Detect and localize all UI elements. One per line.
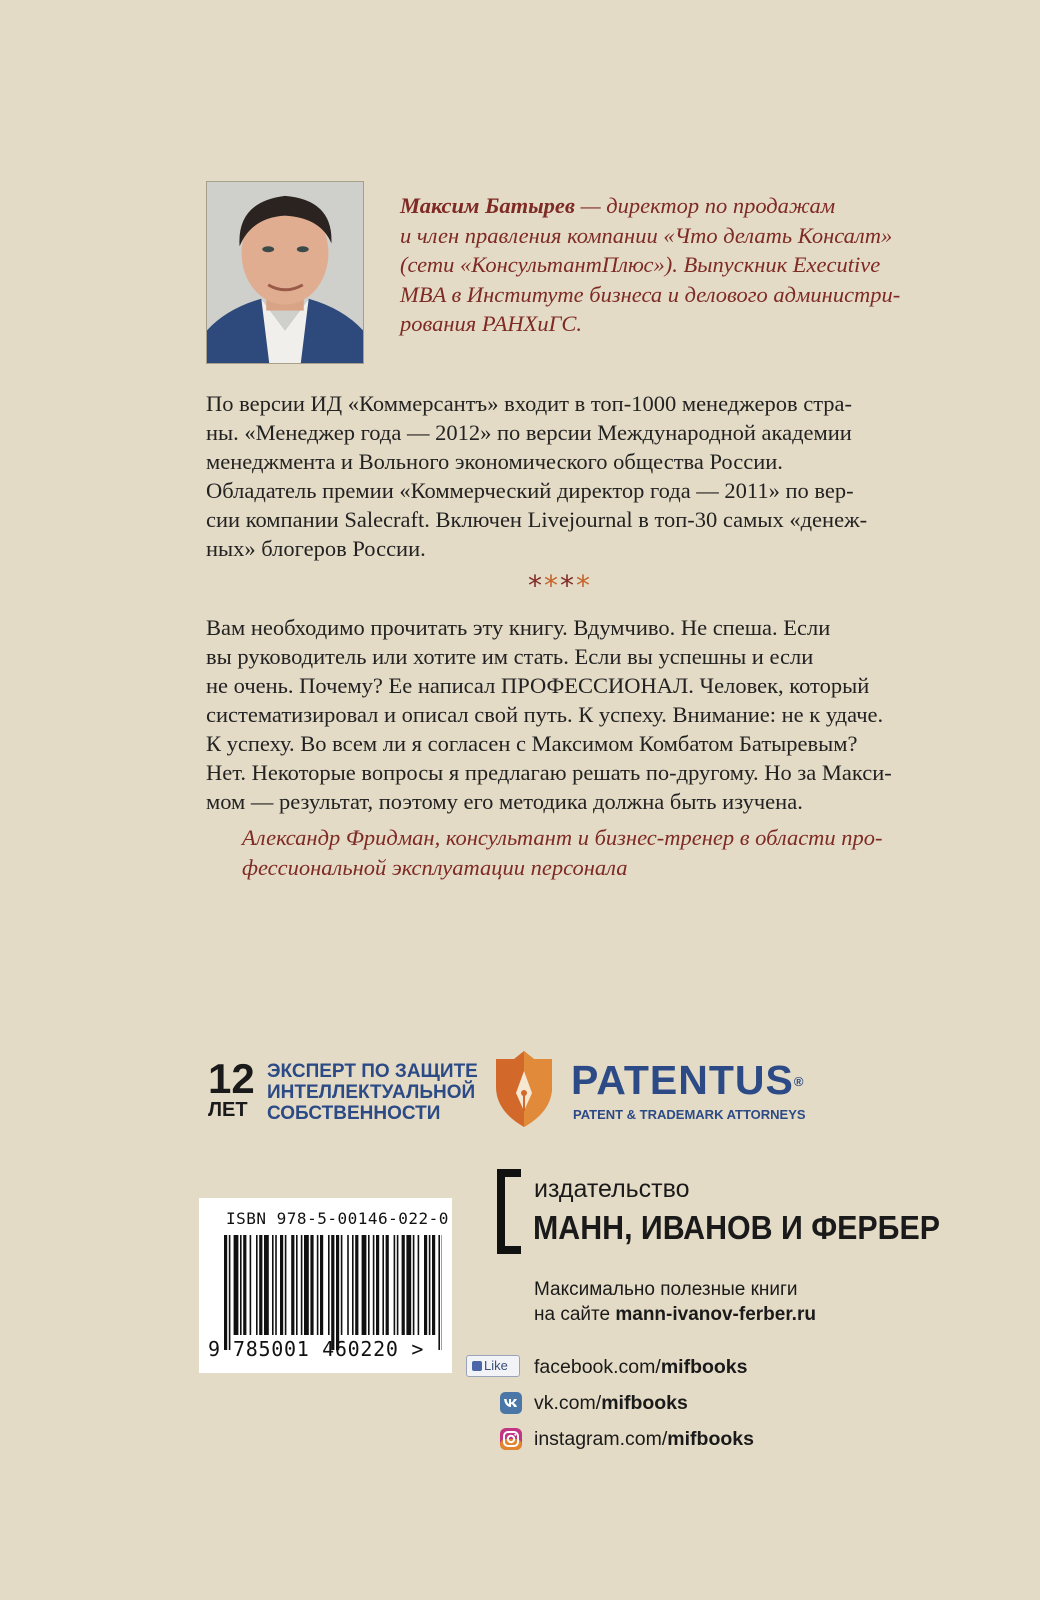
barcode-bar <box>229 1235 231 1350</box>
bio-line <box>400 191 940 221</box>
instagram-link[interactable] <box>534 1427 754 1451</box>
patentus-shield-icon <box>494 1049 554 1129</box>
paragraph-line: Обладатель премии «Коммерческий директор года — 2011» по вер- <box>206 478 854 503</box>
barcode-bar <box>376 1235 379 1335</box>
barcode-bar <box>402 1235 405 1335</box>
barcode-bar <box>296 1235 298 1335</box>
barcode-bar <box>240 1235 242 1335</box>
vk-icon <box>500 1392 522 1414</box>
social-handle: mifbooks <box>667 1428 754 1450</box>
social-prefix: vk.com/ <box>534 1392 602 1414</box>
like-thumb-icon <box>472 1361 482 1371</box>
stars-divider <box>500 570 620 602</box>
barcode-bar <box>362 1235 367 1335</box>
barcode-bar <box>275 1235 277 1335</box>
like-button-label: Like <box>484 1358 508 1373</box>
barcode-bar <box>355 1235 358 1335</box>
barcode-bar <box>418 1235 420 1335</box>
star-divider-glyph: * <box>544 569 560 602</box>
publisher-name: МАНН, ИВАНОВ И ФЕРБЕР <box>533 1209 940 1246</box>
barcode-bar <box>352 1235 354 1335</box>
expert-line: ЭКСПЕРТ ПО ЗАЩИТЕ <box>267 1061 478 1082</box>
barcode-bar <box>328 1235 330 1335</box>
barcode-bar <box>386 1235 389 1335</box>
barcode-digits: 785001 460220 > <box>233 1337 425 1361</box>
barcode-bar <box>373 1235 375 1335</box>
patentus-expert-text <box>267 1061 478 1124</box>
bio-line: рования РАНХиГС. <box>400 311 583 336</box>
quote-line: Вам необходимо прочитать эту книгу. Вдумчиво. Не спеша. Если <box>206 615 831 640</box>
paragraph-line: сии компании Salecraft. Включен Livejournal в топ-30 самых «денеж- <box>206 507 868 532</box>
bio-line: MBA в Институте бизнеса и делового администри- <box>400 281 901 307</box>
barcode-bar <box>285 1235 287 1335</box>
vk-link[interactable] <box>534 1391 688 1415</box>
isbn-text: ISBN 978-5-00146-022-0 <box>226 1209 449 1228</box>
barcode-bar <box>224 1235 227 1350</box>
barcode-bar <box>368 1235 370 1335</box>
bio-line: (сети «КонсультантПлюс»). Выпускник Executive <box>400 252 881 277</box>
quote-line: К успеху. Во всем ли я согласен с Максимом Комбатом Батыревым? <box>206 731 858 756</box>
barcode-bar <box>291 1235 294 1335</box>
quote-line: Нет. Некоторые вопросы я предлагаю решать по-другому. Но за Макси- <box>206 760 892 785</box>
barcode-bar <box>424 1235 427 1335</box>
bio-line: и член правления компании «Что делать Консалт» <box>400 222 893 248</box>
patentus-brand <box>571 1058 804 1102</box>
barcode-bar <box>429 1235 431 1335</box>
attribution-line: Александр Фридман, консультант и бизнес-тренер в области про- <box>242 825 883 850</box>
barcode-bar <box>259 1235 262 1335</box>
barcode-bar <box>280 1235 283 1335</box>
publisher-bracket <box>497 1169 521 1254</box>
barcode-bar <box>413 1235 415 1335</box>
barcode-bar <box>347 1235 349 1335</box>
author-bio <box>400 191 940 339</box>
barcode-bar <box>397 1235 399 1335</box>
paragraph-line: ных» блогеров России. <box>206 536 426 561</box>
barcode-bar <box>234 1235 239 1335</box>
paragraph-line: По версии ИД «Коммерсантъ» входит в топ-1000 менеджеров стра- <box>206 391 853 416</box>
paragraph-line: менеджмента и Вольного экономического общества России. <box>206 449 783 474</box>
social-vk[interactable] <box>466 1391 786 1415</box>
expert-line: СОБСТВЕННОСТИ <box>267 1103 441 1124</box>
barcode-bar <box>331 1235 334 1350</box>
barcode-bar <box>272 1235 274 1335</box>
patentus-brand-text: PATENTUS <box>571 1057 794 1103</box>
patentus-subtitle: PATENT & TRADEMARK ATTORNEYS <box>573 1107 806 1122</box>
instagram-icon <box>500 1428 522 1450</box>
registered-mark: ® <box>793 1074 805 1089</box>
social-handle: mifbooks <box>601 1392 688 1414</box>
expert-line: ИНТЕЛЛЕКТУАЛЬНОЙ <box>267 1082 476 1103</box>
tagline-line <box>534 1302 816 1327</box>
barcode-bar <box>304 1235 309 1335</box>
quote-attribution <box>242 823 883 882</box>
social-prefix: facebook.com/ <box>534 1356 661 1378</box>
attribution-line: фессиональной эксплуатации персонала <box>242 854 628 880</box>
barcode-bar <box>382 1235 384 1335</box>
barcode-bar <box>336 1235 339 1350</box>
tagline-line: Максимально полезные книги <box>534 1279 798 1300</box>
author-photo <box>206 181 364 364</box>
quote-line: вы руководитель или хотите им стать. Если вы успешны и если <box>206 644 814 669</box>
star-divider-glyph: * <box>560 569 576 602</box>
barcode-bar <box>250 1235 252 1335</box>
barcode-bar <box>317 1235 319 1335</box>
barcode-bar <box>320 1235 323 1335</box>
years-number: 12 <box>208 1055 255 1102</box>
facebook-link[interactable] <box>534 1355 748 1379</box>
quote-line: систематизировал и описал свой путь. К успеху. Внимание: не к удаче. <box>206 702 884 727</box>
paragraph-line: ны. «Менеджер года — 2012» по версии Международной академии <box>206 420 852 445</box>
barcode-bar <box>341 1235 343 1335</box>
publisher-label: издательство <box>534 1175 690 1203</box>
barcode-bar <box>394 1235 396 1335</box>
social-instagram[interactable] <box>466 1427 786 1451</box>
barcode-lead-digit: 9 <box>208 1337 221 1361</box>
quote-line: мом — результат, поэтому его методика должна быть изучена. <box>206 789 803 814</box>
social-prefix: instagram.com/ <box>534 1428 668 1450</box>
bio-first-line-rest: — директор по продажам <box>574 193 836 218</box>
barcode-bar <box>438 1235 440 1350</box>
barcode-bar <box>243 1235 246 1335</box>
social-facebook[interactable] <box>466 1355 786 1379</box>
barcode-bars <box>224 1235 442 1350</box>
barcode-bar <box>301 1235 303 1335</box>
star-divider-glyph: * <box>576 569 592 602</box>
barcode-bar <box>264 1235 269 1335</box>
author-name: Максим Батырев <box>400 193 575 218</box>
years-label: ЛЕТ <box>208 1099 248 1121</box>
barcode-bar <box>406 1235 411 1335</box>
star-divider-glyph: * <box>528 569 544 602</box>
publisher-tagline <box>534 1277 816 1327</box>
publisher-site-link[interactable]: mann-ivanov-ferber.ru <box>615 1304 816 1325</box>
barcode-bar <box>432 1235 435 1335</box>
barcode-bar <box>310 1235 313 1335</box>
like-button[interactable] <box>466 1355 520 1377</box>
barcode-bar <box>256 1235 258 1335</box>
achievements-paragraph <box>206 389 867 563</box>
tagline-prefix: на сайте <box>534 1304 616 1325</box>
review-quote <box>206 613 892 816</box>
social-handle: mifbooks <box>660 1356 748 1378</box>
quote-line: не очень. Почему? Ее написал ПРОФЕССИОНАЛ. Человек, который <box>206 673 870 698</box>
